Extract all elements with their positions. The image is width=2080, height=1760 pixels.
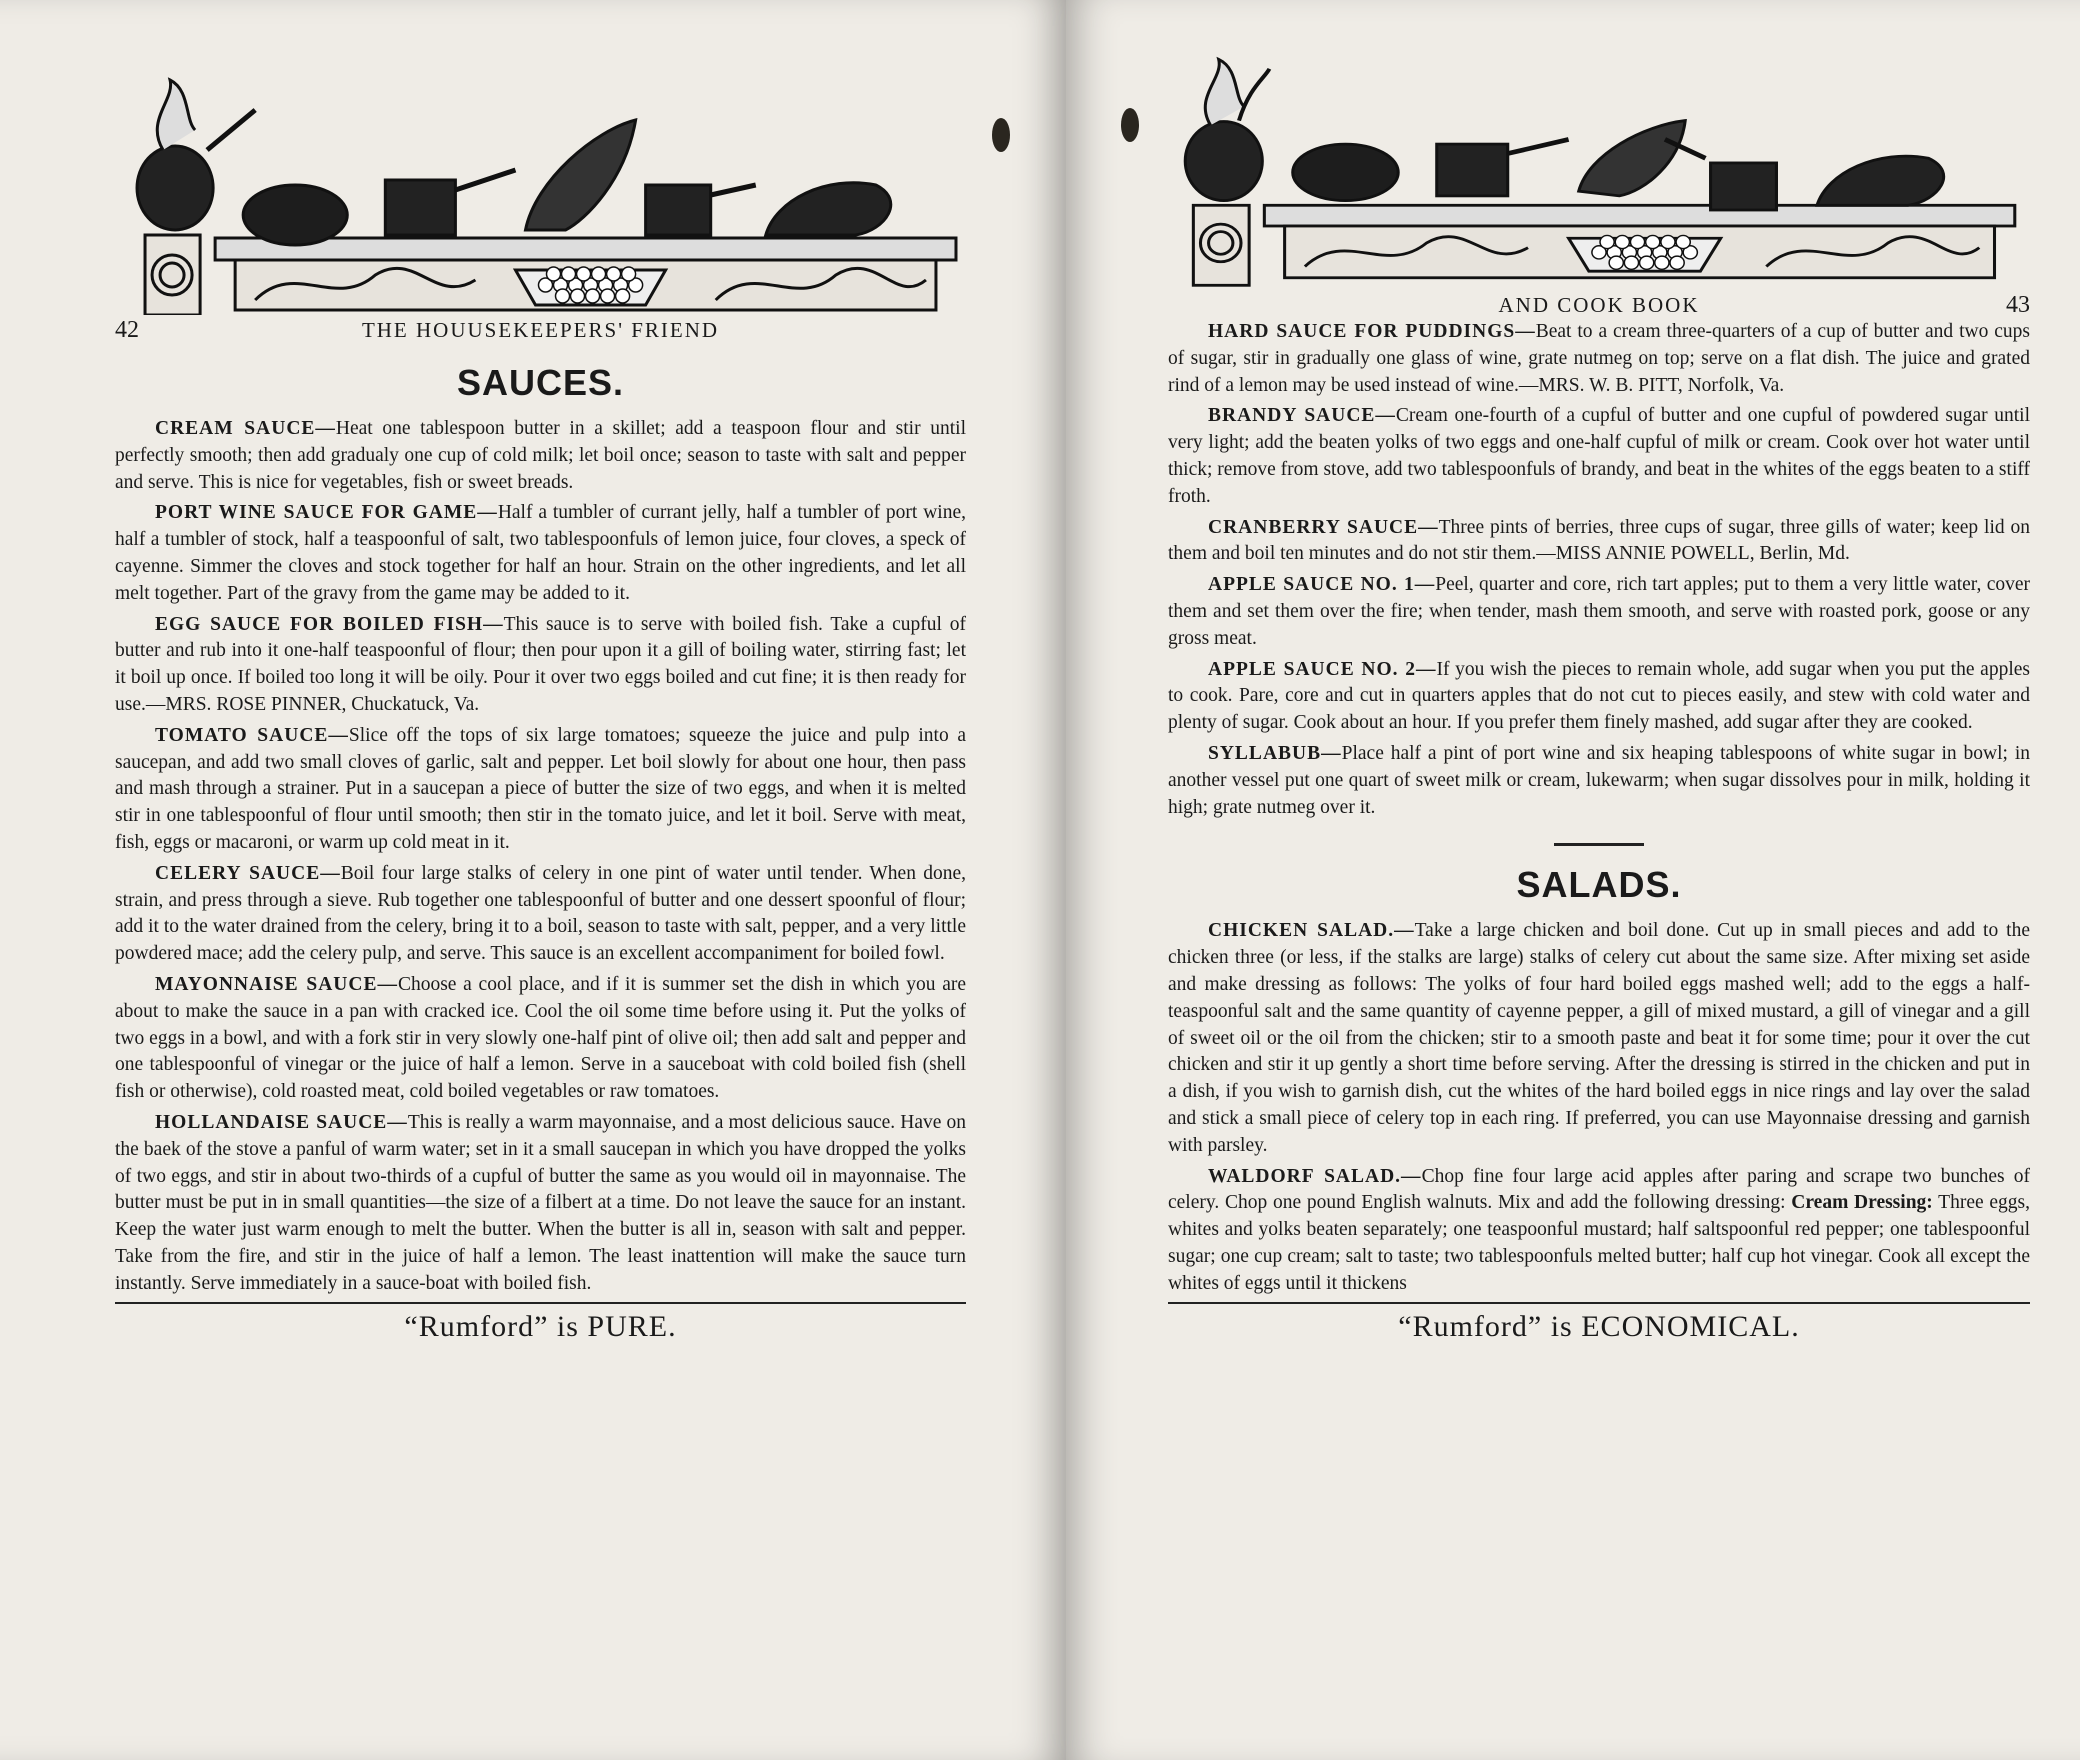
recipe-celery-sauce <box>115 861 966 968</box>
recipe-cream-sauce <box>115 416 966 496</box>
recipe-text: Place half a pint of port wine and six heaping tablespoons of white sugar in bowl; in another vessel put one quart of sweet milk or cream, lukewarm; when sugar dissolves pour in milk, holding it high; grate nutmeg over it. <box>1168 742 2030 818</box>
recipe-text: If you wish the pieces to remain whole, add sugar when you put the apples to cook. Pare, core and cut in quarters apples that do not cut to pieces easily, and stew with cold water and plenty of sugar. Cook about an hour. If you prefer them finely mashed, add sugar after they are cooked. <box>1168 658 2030 734</box>
recipe-title: HARD SAUCE FOR PUDDINGS— <box>1208 321 1536 342</box>
running-header <box>1168 292 2030 319</box>
recipe-title: WALDORF SALAD.— <box>1208 1165 1422 1187</box>
page-number: 42 <box>115 317 139 343</box>
recipe-text: Choose a cool place, and if it is summer set the dish in which you are about to make the sauce in a pan with cracked ice. Cool the oil some time before using it. Put the yolks of two eggs in a bowl, and with a fork stir in very slowly one-half pint of olive oil; then add salt and pepper and one tablespoonful of vinegar or the juice of half a lemon. Serve in a sauceboat with cold boiled fish (shell fish or otherwise), cold roasted meat, cold boiled vegetables or raw tomatoes. <box>115 973 966 1103</box>
recipe-title: CREAM SAUCE— <box>155 418 336 439</box>
recipe-text: Heat one tablespoon butter in a skillet; add a teaspoon flour and stir until perfectly smooth; then add gradualy one cup of cold milk; let boil once; season to taste with salt and pepper and serve. This is nice for vegetables, fish or sweet breads. <box>115 418 966 493</box>
section-title-sauces: SAUCES. <box>456 362 625 403</box>
running-header <box>115 317 966 344</box>
recipe-title: CRANBERRY SAUCE— <box>1208 516 1439 538</box>
recipe-text: This is really a warm mayonnaise, and a most delicious sauce. Have on the baek of the stove a panful of warm water; set in it a small saucepan in which you have dropped the yolks of two eggs, and stir in about two-thirds of a cupful of butter the same as you would oil in mayonnaise. The butter must be put in in small quantities—the size of a filbert at a time. Do not leave the sauce for an instant. Keep the water just warm enough to melt the butter. When the butter is all in, season with salt and pepper. Take from the fire, and stir in the juice of half a lemon. The least inattention will make the sauce turn instantly. Serve immediately in a sauce-boat with boiled fish. <box>115 1111 966 1294</box>
recipe-text: Three eggs, whites and yolks beaten separately; one teaspoonful mustard; half saltspoonful red pepper; one tablespoonful sugar; one cup cream; salt to taste; two tablespoonfuls melted butter; half cup hot vinegar. Cook all except the whites of eggs until it thickens <box>1168 1192 2030 1294</box>
running-title: THE HOUUSEKEEPERS' FRIEND <box>361 318 720 342</box>
recipe-apple-sauce-2 <box>1168 657 2030 737</box>
recipe-emphasis: Cream Dressing: <box>1791 1192 1933 1214</box>
footer-rule <box>115 1302 966 1304</box>
recipe-title: HOLLANDAISE SAUCE— <box>155 1111 408 1133</box>
recipe-title: CELERY SAUCE— <box>155 862 341 884</box>
recipe-title: CHICKEN SALAD.— <box>1208 920 1415 942</box>
recipe-chicken-salad <box>1168 918 2030 1159</box>
recipe-title: EGG SAUCE FOR BOILED FISH— <box>155 613 504 635</box>
footer-slogan: “Rumford” is PURE. <box>404 1309 677 1343</box>
recipe-text: Three pints of berries, three cups of sugar, three gills of water; keep lid on them and boil ten minutes and do not stir them.—MISS ANNIE POWELL, Berlin, Md. <box>1168 516 2030 565</box>
recipe-text: Slice off the tops of six large tomatoes; squeeze the juice and pulp into a saucepan, and add two small cloves of garlic, salt and pepper. Let boil slowly for about one hour, then pass and mash through a strainer. Put in a saucepan a piece of butter the size of two eggs, and when it is melted stir in one tablespoonful of flour until smooth; then stir in the tomato juice, and let it boil. Serve with meat, fish, eggs or macaroni, or warm up cold meat in it. <box>115 724 966 853</box>
recipe-text: Half a tumbler of currant jelly, half a tumbler of port wine, half a tumbler of stock, half a teaspoonful of salt, two tablespoonfuls of lemon juice, four cloves, a speck of cayenne. Simmer the cloves and stock together for half an hour. Strain on the other ingredients, and let all melt together. Part of the gravy from the game may be added to it. <box>115 502 966 604</box>
running-title: AND COOK BOOK <box>1498 293 1700 317</box>
recipe-title: SYLLABUB— <box>1208 742 1342 764</box>
right-page <box>1066 0 2080 1760</box>
recipe-syllabub <box>1168 741 2030 821</box>
recipe-text: Beat to a cream three-quarters of a cup of butter and two cups of sugar, stir in gradually one glass of wine, grate nutmeg on top; serve on a flat dish. The juice and grated rind of a lemon may be used instead of wine.—MRS. W. B. PITT, Norfolk, Va. <box>1168 321 2030 396</box>
recipe-title: PORT WINE SAUCE FOR GAME— <box>155 502 498 524</box>
section-title-salads: SALADS. <box>1516 864 1682 906</box>
recipe-cranberry-sauce <box>1168 515 2030 569</box>
recipe-title: APPLE SAUCE NO. 1— <box>1208 574 1436 596</box>
binding-hole <box>1121 108 1139 142</box>
recipe-text: Peel, quarter and core, rich tart apples; put to them a very little water, cover them and set them over the fire; when tender, mash them smooth, and serve with roasted pork, goose or any gross meat. <box>1168 574 2030 649</box>
kitchen-banner-illustration <box>1168 50 2030 290</box>
footer-slogan: “Rumford” is ECONOMICAL. <box>1398 1309 1800 1343</box>
recipe-title: BRANDY SAUCE— <box>1208 405 1396 427</box>
binding-hole <box>992 118 1010 152</box>
recipe-apple-sauce-1 <box>1168 572 2030 652</box>
recipe-text: Boil four large stalks of celery in one pint of water until tender. When done, strain, and press through a sieve. Rub together one tablespoonful of butter and one dessert spoonful of flour; add it to the water drained from the celery, bring it to a boil, season to taste with salt, pepper, and a very little powdered mace; add the celery pulp, and serve. This sauce is an excellent accompaniment for boiled fowl. <box>115 862 966 965</box>
recipe-text: Take a large chicken and boil done. Cut up in small pieces and add to the chicken three (or less, if the stalks are large) stalks of celery cut about the same size. After mixing set aside and make dressing as follows: The yolks of four hard boiled eggs mashed well; add to the eggs a half-teaspoonful salt and the same quantity of cayenne pepper, a gill of mixed mustard, a gill of vinegar and a gill of sweet oil or the oil from the chicken; stir to a smooth paste and beat it for some time; pour it over the cut chicken and stir it up gently a short time before serving. After the dressing is stirred in the chicken and put in a dish, if you wish to garnish dish, cut the whites of the hard boiled eggs in nice rings and lay over the salad and stick a small piece of celery top in each ring. If preferred, you can use Mayonnaise dressing and garnish with parsley. <box>1168 920 2030 1156</box>
recipe-port-wine-sauce <box>115 500 966 607</box>
recipe-brandy-sauce <box>1168 403 2030 510</box>
footer-rule <box>1168 1302 2030 1304</box>
recipe-hollandaise-sauce <box>115 1110 966 1298</box>
recipe-egg-sauce <box>115 612 966 719</box>
recipe-title: TOMATO SAUCE— <box>155 724 349 746</box>
recipe-title: MAYONNAISE SAUCE— <box>155 973 398 995</box>
section-divider <box>1554 843 1644 846</box>
recipe-text: Chop fine four large acid apples after paring and scrape two bunches of celery. Chop one pound English walnuts. Mix and add the following dressing: <box>1168 1165 2030 1214</box>
recipe-waldorf-salad <box>1168 1164 2030 1298</box>
recipe-hard-sauce <box>1168 319 2030 399</box>
kitchen-banner-illustration <box>115 60 966 315</box>
recipe-tomato-sauce <box>115 723 966 857</box>
recipe-mayonnaise-sauce <box>115 972 966 1106</box>
recipe-text: This sauce is to serve with boiled fish. Take a cupful of butter and rub into it one-half teaspoonful of flour; then pour upon it a gill of boiling water, stirring fast; let it boil up once. If boiled too long it will be oily. Pour it over two eggs boiled and cut fine; it is then ready for use.—MRS. ROSE PINNER, Chuckatuck, Va. <box>115 613 966 715</box>
page-number: 43 <box>2006 292 2030 318</box>
recipe-text: Cream one-fourth of a cupful of butter and one cupful of powdered sugar until very light; add the beaten yolks of two eggs and one-half cupful of milk or cream. Cook over hot water until thick; remove from stove, add two tablespoonfuls of brandy, and beat in the whites of the eggs beaten to a stiff froth. <box>1168 405 2030 507</box>
recipe-title: APPLE SAUCE NO. 2— <box>1208 658 1437 680</box>
